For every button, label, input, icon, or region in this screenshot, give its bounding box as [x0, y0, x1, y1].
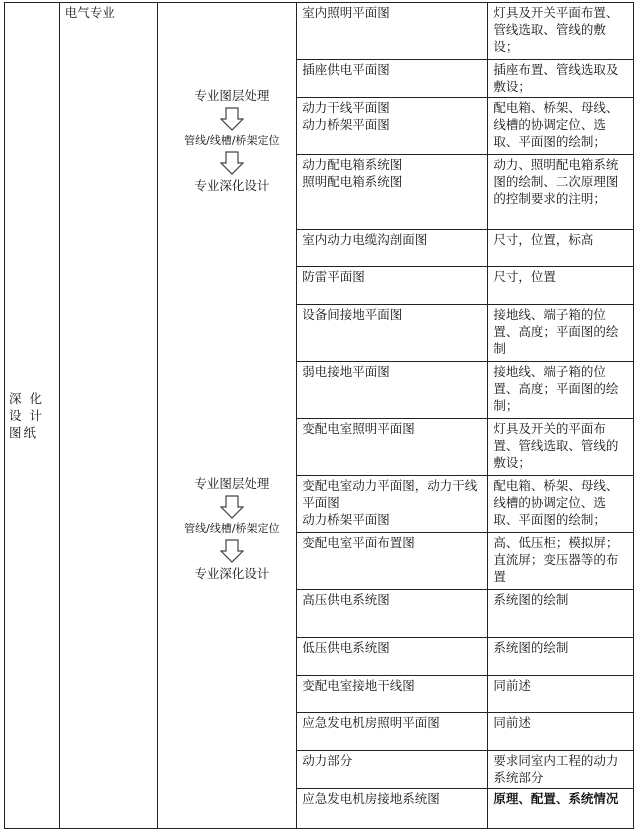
drawing-content-cell: 配电箱、桥架、母线、线槽的协调定位、选取、平面图的绘制；	[488, 98, 634, 155]
drawing-name-cell: 插座供电平面图	[297, 60, 488, 98]
drawing-content-cell: 尺寸，位置	[488, 267, 634, 305]
drawing-name-cell: 动力配电箱系统图 照明配电箱系统图	[297, 155, 488, 230]
drawing-name-cell: 弱电接地平面图	[297, 362, 488, 419]
drawing-name-cell: 低压供电系统图	[297, 638, 488, 676]
down-arrow-icon	[220, 151, 244, 175]
process-flow-2	[158, 475, 306, 582]
category-cell	[5, 3, 60, 829]
flow-step-positioning: 管线/线槽/桥架定位	[184, 134, 280, 147]
drawing-name-cell: 室内照明平面图	[297, 3, 488, 60]
drawing-content-cell: 同前述	[488, 713, 634, 751]
drawing-content-cell: 原理、配置、系统情况	[488, 789, 634, 829]
flow-step-detailed-design: 专业深化设计	[194, 566, 270, 581]
down-arrow-icon	[220, 107, 244, 131]
drawing-name-cell: 变配电室照明平面图	[297, 419, 488, 476]
drawing-content-cell: 接地线、端子箱的位置、高度；平面图的绘制	[488, 305, 634, 362]
table-row	[5, 3, 634, 60]
drawing-name-cell: 设备间接地平面图	[297, 305, 488, 362]
drawing-content-cell: 灯具及开关的平面布置、管线选取、管线的敷设；	[488, 419, 634, 476]
drawing-name-cell: 变配电室接地干线图	[297, 676, 488, 713]
drawing-content-cell: 配电箱、桥架、母线、线槽的协调定位、选取、平面图的绘制；	[488, 476, 634, 533]
flow-step-layer-processing: 专业图层处理	[194, 476, 270, 491]
drawing-content-cell: 高、低压柜；模拟屏；直流屏；变压器等的布置	[488, 533, 634, 590]
drawing-content-cell: 插座布置、管线选取及敷设；	[488, 60, 634, 98]
drawing-content-cell: 系统图的绘制	[488, 590, 634, 638]
flow-step-detailed-design: 专业深化设计	[194, 178, 270, 193]
process-flow-1	[158, 87, 306, 194]
flow-step-positioning: 管线/线槽/桥架定位	[184, 522, 280, 535]
drawing-name-cell: 应急发电机房接地系统图	[297, 789, 488, 829]
down-arrow-icon	[220, 539, 244, 563]
drawing-content-cell: 同前述	[488, 676, 634, 713]
category-label: 深 化 设 计 图纸	[9, 391, 44, 440]
drawing-name-cell: 高压供电系统图	[297, 590, 488, 638]
drawing-content-cell: 动力、照明配电箱系统图的绘制、二次原理图的控制要求的注明；	[488, 155, 634, 230]
down-arrow-icon	[220, 495, 244, 519]
design-drawing-table	[4, 2, 634, 829]
drawing-name-cell: 动力干线平面图 动力桥架平面图	[297, 98, 488, 155]
drawing-content-cell: 要求同室内工程的动力系统部分	[488, 751, 634, 789]
drawing-content-cell: 灯具及开关平面布置、管线选取、管线的敷设；	[488, 3, 634, 60]
flow-step-layer-processing: 专业图层处理	[194, 88, 270, 103]
drawing-content-cell: 系统图的绘制	[488, 638, 634, 676]
drawing-name-cell: 防雷平面图	[297, 267, 488, 305]
drawing-name-cell: 动力部分	[297, 751, 488, 789]
drawing-name-cell: 应急发电机房照明平面图	[297, 713, 488, 751]
drawing-content-cell: 尺寸，位置，标高	[488, 230, 634, 267]
process-flow-cell	[157, 3, 296, 829]
discipline-cell	[59, 3, 157, 829]
drawing-name-cell: 变配电室平面布置图	[297, 533, 488, 590]
drawing-content-cell: 接地线、端子箱的位置、高度；平面图的绘制；	[488, 362, 634, 419]
discipline-label: 电气专业	[64, 5, 115, 20]
drawing-name-cell: 室内动力电缆沟剖面图	[297, 230, 488, 267]
drawing-name-cell: 变配电室动力平面图，动力干线平面图 动力桥架平面图	[297, 476, 488, 533]
